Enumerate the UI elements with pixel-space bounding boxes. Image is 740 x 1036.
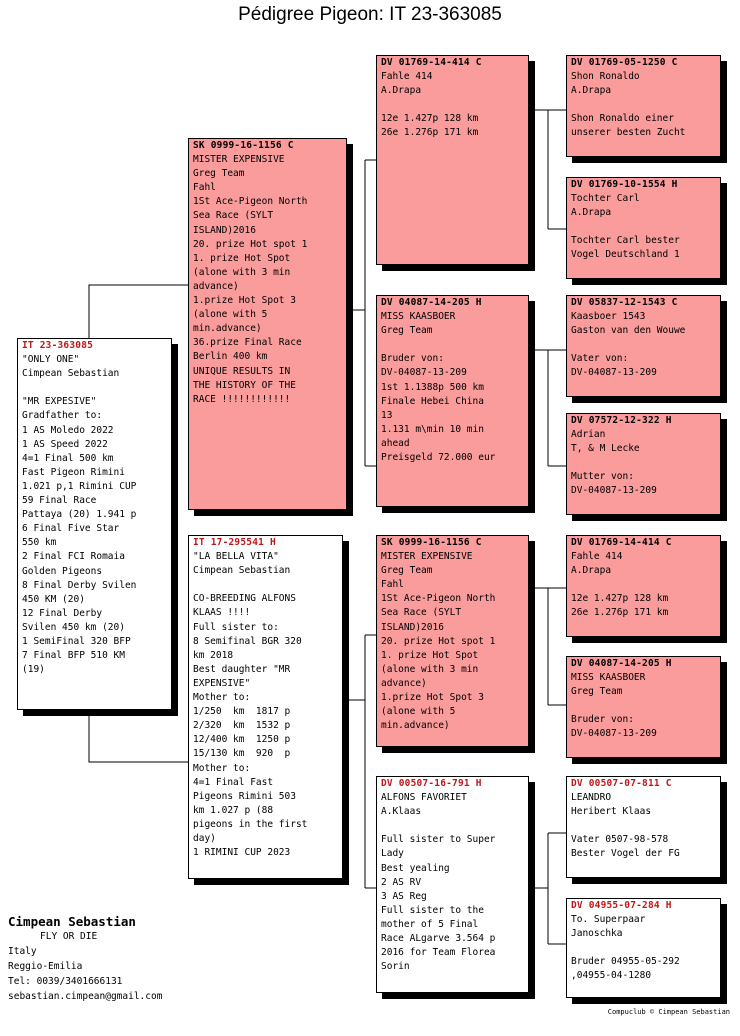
ring-number: IT 17-295541 H xyxy=(193,537,276,548)
owner-email[interactable]: sebastian.cimpean@gmail.com xyxy=(8,991,163,1002)
detail-line: UNIQUE RESULTS IN xyxy=(193,365,291,377)
detail-line: Svilen 450 km (20) xyxy=(22,621,125,633)
ring-number: DV 01769-10-1554 H xyxy=(571,179,678,190)
detail-line: A.Drapa xyxy=(381,85,422,97)
detail-line: 26e 1.276p 171 km xyxy=(381,127,479,139)
detail-line: km 1.027 p (88 xyxy=(193,804,274,816)
detail-line: Lady xyxy=(381,848,404,860)
detail-line xyxy=(571,220,716,234)
ring-number: SK 0999-16-1156 C xyxy=(381,537,482,548)
card-details xyxy=(381,550,524,733)
detail-line: Bruder 04955-05-292 xyxy=(571,956,680,968)
detail-line: 20. prize Hot spot 1 xyxy=(381,635,496,647)
detail-line: Janoschka xyxy=(571,928,623,940)
detail-line: Cimpean Sebastian xyxy=(22,368,120,380)
detail-line: KLAAS !!!! xyxy=(193,607,251,619)
detail-line: 2/320 km 1532 p xyxy=(193,720,291,732)
detail-line: Best daughter "MR xyxy=(193,663,291,675)
ring-number: IT 23-363085 xyxy=(22,340,94,351)
detail-line: 450 KM (20) xyxy=(22,593,85,605)
detail-line: Greg Team xyxy=(381,325,433,337)
detail-line: 36.prize Final Race xyxy=(193,337,302,349)
detail-line: RACE !!!!!!!!!!!! xyxy=(193,393,291,405)
detail-line: advance) xyxy=(381,677,427,689)
detail-line: Golden Pigeons xyxy=(22,565,103,577)
detail-line: (alone with 5 xyxy=(381,706,456,718)
card-details xyxy=(571,310,716,380)
detail-line: pigeons in the first xyxy=(193,818,308,830)
detail-line: 3 AS Reg xyxy=(381,890,427,902)
pigeon-card-dsd[interactable] xyxy=(566,656,721,758)
owner-phone: Tel: 0039/3401666131 xyxy=(8,976,123,987)
detail-line: 15/130 km 920 p xyxy=(193,748,291,760)
detail-line: Fahle 414 xyxy=(571,551,623,563)
detail-line xyxy=(571,699,716,713)
detail-line: A.Drapa xyxy=(571,565,612,577)
detail-line: Cimpean Sebastian xyxy=(193,565,291,577)
pigeon-card-dam-sire[interactable] xyxy=(376,535,529,747)
card-details xyxy=(22,353,167,677)
detail-line: ISLAND)2016 xyxy=(193,224,256,236)
detail-line: Shon Ronaldo einer xyxy=(571,113,674,125)
detail-line xyxy=(571,819,716,833)
detail-line: (19) xyxy=(22,664,45,676)
detail-line: DV-04087-13-209 xyxy=(571,728,657,740)
card-details xyxy=(571,791,716,861)
detail-line: MISS KAASBOER xyxy=(571,672,646,684)
detail-line: THE HISTORY OF THE xyxy=(193,379,296,391)
detail-line: day) xyxy=(193,832,216,844)
detail-line: Fahle 414 xyxy=(381,71,433,83)
detail-line: 1.131 m\min 10 min xyxy=(381,423,484,435)
detail-line xyxy=(381,819,524,833)
detail-line: Greg Team xyxy=(571,686,623,698)
detail-line: mother of 5 Final xyxy=(381,918,479,930)
ring-number: DV 04087-14-205 H xyxy=(381,297,482,308)
ring-number: DV 05837-12-1543 C xyxy=(571,297,678,308)
ring-number: DV 01769-14-414 C xyxy=(381,57,482,68)
detail-line: 2 AS RV xyxy=(381,876,422,888)
detail-line xyxy=(571,456,716,470)
detail-line: 1st 1.1388p 500 km xyxy=(381,381,484,393)
detail-line: LEANDRO xyxy=(571,792,612,804)
card-details xyxy=(571,70,716,140)
card-details xyxy=(571,671,716,741)
detail-line xyxy=(571,338,716,352)
card-details xyxy=(193,153,342,407)
detail-line: 12 Final Derby xyxy=(22,607,103,619)
detail-line: 12e 1.427p 128 km xyxy=(571,593,669,605)
card-details xyxy=(571,428,716,498)
owner-motto: FLY OR DIE xyxy=(40,931,98,942)
pigeon-card-sds[interactable] xyxy=(566,295,721,397)
detail-line: Bester Vogel der FG xyxy=(571,848,680,860)
card-details xyxy=(571,192,716,262)
detail-line: min.advance) xyxy=(193,323,262,335)
detail-line: T, & M Lecke xyxy=(571,443,640,455)
detail-line: CO-BREEDING ALFONS xyxy=(193,593,296,605)
detail-line: (alone with 3 min xyxy=(193,266,291,278)
detail-line: Fast Pigeon Rimini xyxy=(22,466,125,478)
detail-line: unserer besten Zucht xyxy=(571,127,686,139)
card-details xyxy=(381,310,524,465)
owner-country: Italy xyxy=(8,946,37,957)
detail-line: 12e 1.427p 128 km xyxy=(381,113,479,125)
ring-number: DV 00507-07-811 C xyxy=(571,778,672,789)
detail-line: 4=1 Final 500 km xyxy=(22,452,114,464)
detail-line: Full sister to Super xyxy=(381,834,496,846)
detail-line: 20. prize Hot spot 1 xyxy=(193,238,308,250)
detail-line: Mutter von: xyxy=(571,471,634,483)
ring-number: DV 01769-14-414 C xyxy=(571,537,672,548)
pigeon-card-sire-sire[interactable] xyxy=(376,55,529,265)
detail-line: 1.prize Hot Spot 3 xyxy=(381,692,484,704)
detail-line: (alone with 5 xyxy=(193,309,268,321)
detail-line: 1St Ace-Pigeon North xyxy=(193,196,308,208)
footer-credit: Compuclub © Cimpean Sebastian xyxy=(607,1008,730,1016)
detail-line: MISS KAASBOER xyxy=(381,311,456,323)
pigeon-card-sire[interactable] xyxy=(188,138,347,510)
detail-line: "ONLY ONE" xyxy=(22,354,80,366)
card-details xyxy=(571,913,716,983)
detail-line: ALFONS FAVORIET xyxy=(381,792,467,804)
detail-line: 1 SemiFinal 320 BFP xyxy=(22,635,131,647)
pigeon-card-sdd[interactable] xyxy=(566,413,721,515)
detail-line: Full sister to the xyxy=(381,904,484,916)
detail-line: 8 Semifinal BGR 320 xyxy=(193,635,302,647)
detail-line xyxy=(571,941,716,955)
detail-line: 26e 1.276p 171 km xyxy=(571,607,669,619)
detail-line: 13 xyxy=(381,409,393,421)
detail-line: 4=1 Final Fast xyxy=(193,776,274,788)
card-details xyxy=(381,70,524,140)
detail-line: EXPENSIVE" xyxy=(193,677,251,689)
detail-line: To. Superpaar xyxy=(571,914,646,926)
detail-line: Full sister to: xyxy=(193,621,279,633)
detail-line: 8 Final Derby Svilen xyxy=(22,579,137,591)
detail-line: 1. prize Hot Spot xyxy=(381,649,479,661)
pigeon-card-dam-dam[interactable] xyxy=(376,776,529,993)
ring-number: DV 00507-16-791 H xyxy=(381,778,482,789)
detail-line xyxy=(193,578,338,592)
detail-line: Greg Team xyxy=(193,168,245,180)
detail-line: 2016 for Team Florea xyxy=(381,947,496,959)
detail-line: 1/250 km 1817 p xyxy=(193,706,291,718)
owner-city: Reggio-Emilia xyxy=(8,961,83,972)
detail-line: Heribert Klaas xyxy=(571,806,652,818)
detail-line xyxy=(381,338,524,352)
detail-line: Adrian xyxy=(571,429,606,441)
detail-line: MISTER EXPENSIVE xyxy=(381,551,473,563)
detail-line: ISLAND)2016 xyxy=(381,621,444,633)
detail-line: 1St Ace-Pigeon North xyxy=(381,593,496,605)
detail-line: Preisgeld 72.000 eur xyxy=(381,452,496,464)
detail-line: 2 Final FCI Romaia xyxy=(22,551,125,563)
pigeon-card-sss[interactable] xyxy=(566,55,721,157)
owner-name: Cimpean Sebastian xyxy=(8,914,136,929)
detail-line xyxy=(571,578,716,592)
detail-line: 1 AS Speed 2022 xyxy=(22,438,108,450)
detail-line: DV-04087-13-209 xyxy=(571,367,657,379)
detail-line: "LA BELLA VITA" xyxy=(193,551,279,563)
detail-line: Kaasboer 1543 xyxy=(571,311,646,323)
detail-line: 1. prize Hot Spot xyxy=(193,252,291,264)
pigeon-card-dam[interactable] xyxy=(188,535,343,879)
detail-line: Mother to: xyxy=(193,762,251,774)
detail-line: "MR EXPESIVE" xyxy=(22,396,97,408)
detail-line: Vater von: xyxy=(571,353,629,365)
detail-line: 1.021 p,1 Rimini CUP xyxy=(22,480,137,492)
detail-line: Vater 0507-98-578 xyxy=(571,834,669,846)
ring-number: DV 01769-05-1250 C xyxy=(571,57,678,68)
page-title: Pédigree Pigeon: IT 23-363085 xyxy=(238,4,502,25)
detail-line: 7 Final BFP 510 KM xyxy=(22,650,125,662)
detail-line: Shon Ronaldo xyxy=(571,71,640,83)
pigeon-card-dds[interactable] xyxy=(566,776,721,878)
detail-line: 1 AS Moledo 2022 xyxy=(22,424,114,436)
ring-number: DV 07572-12-322 H xyxy=(571,415,672,426)
detail-line: DV-04087-13-209 xyxy=(381,367,467,379)
pigeon-card-subject[interactable] xyxy=(17,338,172,710)
detail-line: Fahl xyxy=(193,182,216,194)
ring-number: DV 04955-07-284 H xyxy=(571,900,672,911)
detail-line: Best yealing xyxy=(381,862,450,874)
detail-line: Tochter Carl bester xyxy=(571,235,680,247)
detail-line: 1 RIMINI CUP 2023 xyxy=(193,847,291,859)
detail-line: Bruder von: xyxy=(571,714,634,726)
detail-line: Sorin xyxy=(381,961,410,973)
ring-number: DV 04087-14-205 H xyxy=(571,658,672,669)
detail-line: A.Drapa xyxy=(571,85,612,97)
detail-line: Sea Race (SYLT xyxy=(193,210,274,222)
detail-line: 12/400 km 1250 p xyxy=(193,734,291,746)
detail-line: Sea Race (SYLT xyxy=(381,607,462,619)
detail-line: Bruder von: xyxy=(381,353,444,365)
detail-line: DV-04087-13-209 xyxy=(571,485,657,497)
detail-line: Vogel Deutschland 1 xyxy=(571,249,680,261)
detail-line: MISTER EXPENSIVE xyxy=(193,154,285,166)
detail-line: Tochter Carl xyxy=(571,193,640,205)
pigeon-card-ssd[interactable] xyxy=(566,177,721,279)
detail-line: 1.prize Hot Spot 3 xyxy=(193,295,296,307)
detail-line: advance) xyxy=(193,280,239,292)
card-details xyxy=(571,550,716,620)
detail-line: min.advance) xyxy=(381,720,450,732)
card-details xyxy=(381,791,524,974)
detail-line: Race ALgarve 3.564 p xyxy=(381,933,496,945)
owner-info xyxy=(8,914,162,1004)
detail-line: A.Klaas xyxy=(381,806,422,818)
detail-line: ahead xyxy=(381,437,410,449)
detail-line: A.Drapa xyxy=(571,207,612,219)
pigeon-card-dss[interactable] xyxy=(566,535,721,637)
detail-line xyxy=(22,381,167,395)
detail-line: Gaston van den Wouwe xyxy=(571,325,686,337)
pigeon-card-sire-dam[interactable] xyxy=(376,295,529,507)
detail-line: Fahl xyxy=(381,579,404,591)
detail-line: 550 km xyxy=(22,537,57,549)
detail-line: 59 Final Race xyxy=(22,495,97,507)
detail-line: Pattaya (20) 1.941 p xyxy=(22,509,137,521)
pigeon-card-ddd[interactable] xyxy=(566,898,721,998)
detail-line xyxy=(571,98,716,112)
detail-line: (alone with 3 min xyxy=(381,663,479,675)
detail-line: Greg Team xyxy=(381,565,433,577)
detail-line: Pigeons Rimini 503 xyxy=(193,790,296,802)
detail-line: Berlin 400 km xyxy=(193,351,268,363)
detail-line: ,04955-04-1280 xyxy=(571,970,652,982)
card-details xyxy=(193,550,338,860)
detail-line: Finale Hebei China xyxy=(381,395,484,407)
detail-line: Gradfather to: xyxy=(22,410,103,422)
ring-number: SK 0999-16-1156 C xyxy=(193,140,294,151)
detail-line: Mother to: xyxy=(193,692,251,704)
detail-line: 6 Final Five Star xyxy=(22,523,120,535)
detail-line: km 2018 xyxy=(193,649,234,661)
detail-line xyxy=(381,98,524,112)
